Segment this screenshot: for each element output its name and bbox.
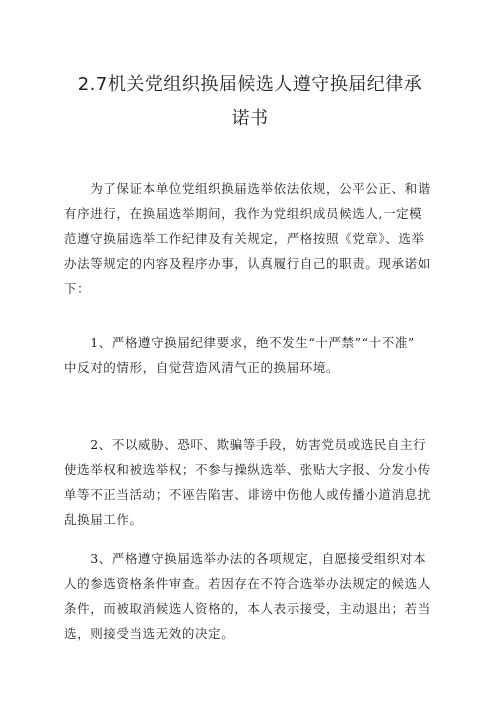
paragraph-line: 1、严格遵守换届纪律要求，绝不发生“十严禁”“十不准” <box>64 335 415 350</box>
paragraph-line: 单等不正当活动；不诬告陷害、诽谤中伤他人或传播小道消息扰 <box>64 487 431 502</box>
paragraph-line: 使选举权和被选举权；不参与操纵选举、张贴大字报、分发小传 <box>64 462 431 477</box>
paragraph-line: 下： <box>64 281 91 296</box>
paragraph-line: 为了保证本单位党组织换届选举依法依规，公平公正、和谐 <box>64 181 431 196</box>
paragraph-line: 人的参选资格条件审查。若因存在不符合选举办法规定的候选人 <box>64 576 431 591</box>
title-line-2: 诺书 <box>231 108 269 129</box>
paragraph-line: 范遵守换届选举工作纪律及有关规定，严格按照《党章》、选举 <box>64 231 425 246</box>
paragraph-line: 3、严格遵守换届选举办法的各项规定，自愿接受组织对本 <box>64 551 427 566</box>
paragraph-line: 办法等规定的内容及程序办事，认真履行自己的职责。现承诺如 <box>64 256 431 271</box>
paragraph-line: 中反对的情形，自觉营造风清气正的换届环境。 <box>64 360 340 375</box>
intro-paragraph <box>64 176 440 301</box>
item-3-paragraph <box>64 546 440 646</box>
paragraph-line: 条件，而被取消候选人资格的，本人表示接受，主动退出；若当 <box>64 601 431 616</box>
item-1-paragraph <box>64 330 440 380</box>
paragraph-line: 2、不以威胁、恐吓、欺骗等手段，妨害党员或选民自主行 <box>64 437 427 452</box>
paragraph-line: 乱换届工作。 <box>64 512 143 527</box>
title-line-1: 2.7机关党组织换届候选人遵守换届纪律承 <box>77 74 423 95</box>
document-title <box>70 68 430 136</box>
item-2-paragraph <box>64 432 440 532</box>
paragraph-line: 选，则接受当选无效的决定。 <box>64 626 235 641</box>
paragraph-line: 有序进行，在换届选举期间，我作为党组织成员候选人,一定模 <box>64 206 423 221</box>
